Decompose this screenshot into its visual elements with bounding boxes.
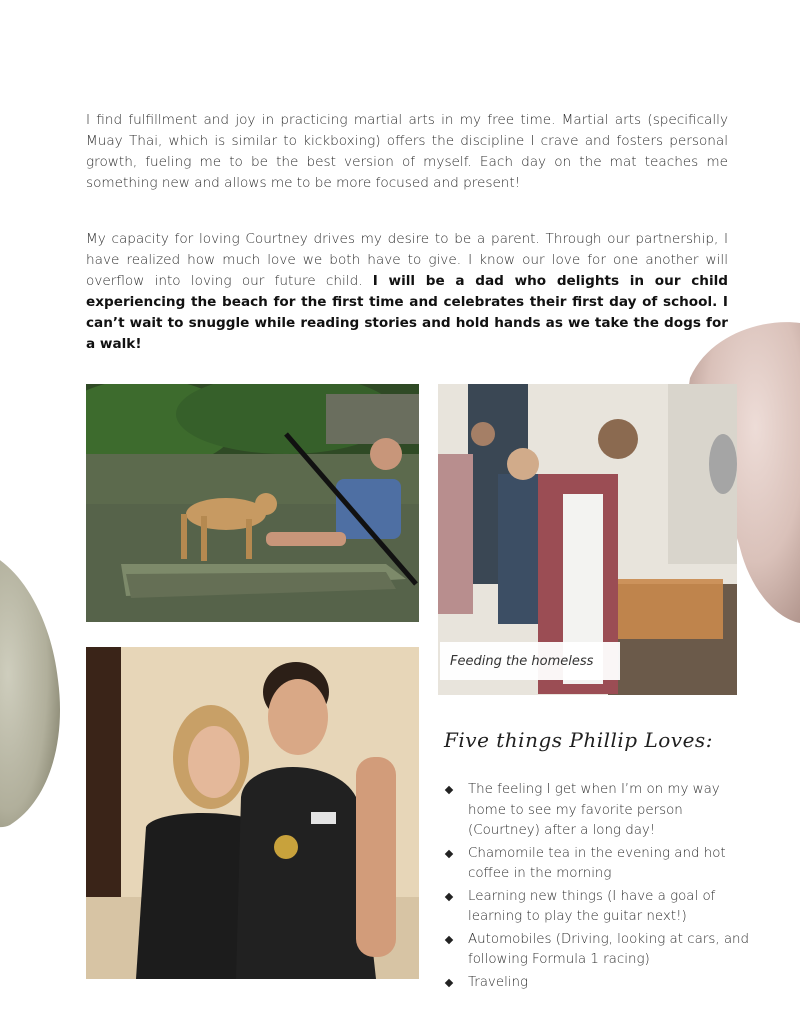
list-item-text: Automobiles (Driving, looking at cars, and following Formula 1 racing) <box>468 931 750 967</box>
couple-photo <box>86 647 419 979</box>
list-item <box>444 973 749 994</box>
list-item-text: The feeling I get when I’m on my way home to see my favorite person (Courtney) after a long day! <box>468 782 720 838</box>
list-item-text: Chamomile tea in the evening and hot coffee in the morning <box>468 845 726 881</box>
kayak-photo <box>86 384 419 622</box>
list-item-text: Traveling <box>468 974 529 990</box>
diamond-bullet-icon <box>445 935 453 943</box>
paragraph-parenting-regular: My capacity for loving Courtney drives my desire to be a parent. Through our partnership, I have realized how much love we both have to give. I know our love for one another will overflow into loving our future child. <box>86 231 728 289</box>
paragraph-parenting-bold: I will be a dad who delights in our child experiencing the beach for the first time and celebrates their first day of school. I can’t wait to snuggle while reading stories and hold hands as we take the dogs for a walk! <box>86 273 728 352</box>
paragraph-martial-arts: I find fulfillment and joy in practicing martial arts in my free time. Martial arts (specifically Muay Thai, which is similar to kickboxing) offers the discipline I crave and fosters personal growth, fueling me to be the best version of myself. Each day on the mat teaches me something new and allows me to be more focused and present! <box>86 112 728 191</box>
paragraph-parenting <box>86 229 728 355</box>
watercolor-green-blob <box>0 540 70 830</box>
diamond-bullet-icon <box>445 892 453 900</box>
list-item <box>444 930 749 971</box>
list-item <box>444 887 749 928</box>
list-item <box>444 844 749 885</box>
diamond-bullet-icon <box>445 978 453 986</box>
photo-caption: Feeding the homeless <box>440 642 620 680</box>
loves-title: Five things Phillip Loves: <box>444 728 713 752</box>
diamond-bullet-icon <box>445 786 453 794</box>
diamond-bullet-icon <box>445 849 453 857</box>
list-item <box>444 780 749 842</box>
loves-list <box>444 780 749 995</box>
list-item-text: Learning new things (I have a goal of learning to play the guitar next!) <box>468 888 716 924</box>
